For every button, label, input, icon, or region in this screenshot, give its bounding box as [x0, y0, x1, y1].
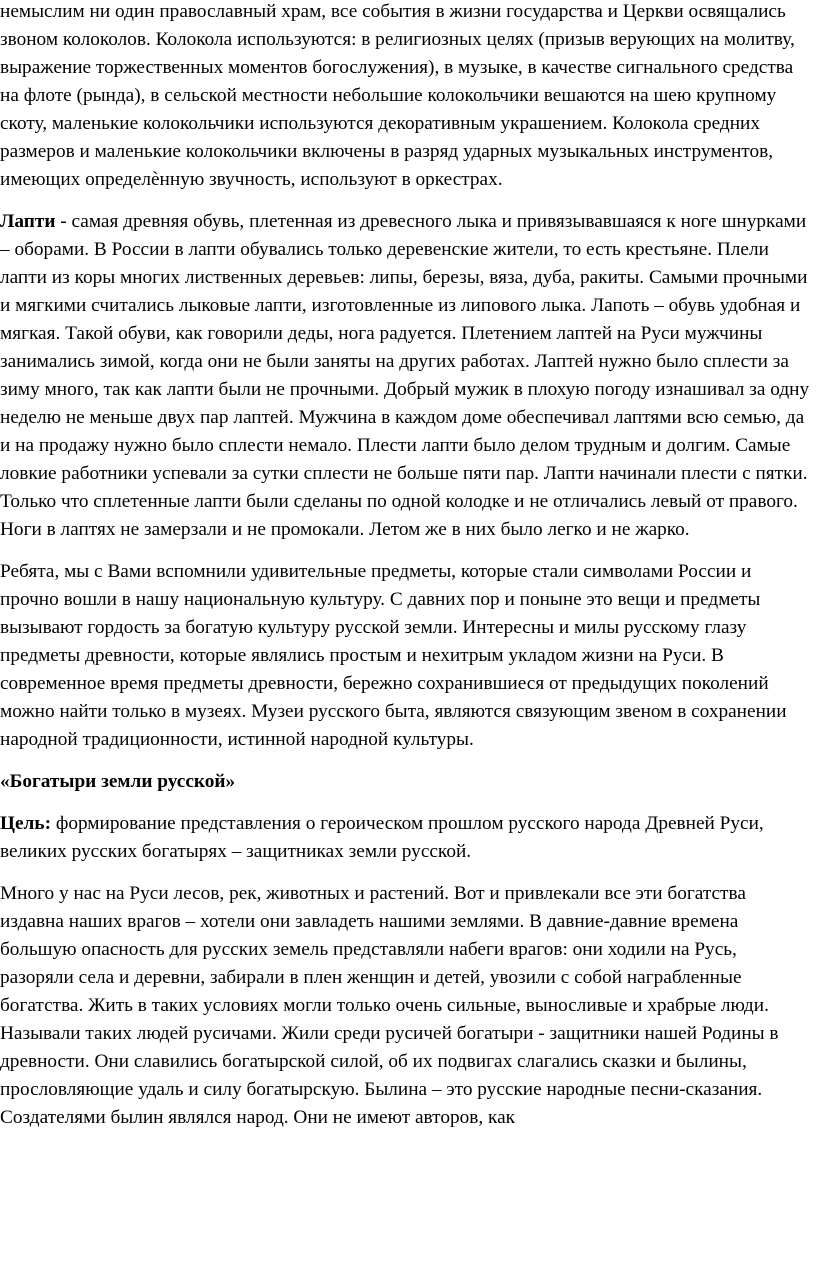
paragraph-bells: немыслим ни один православный храм, все события в жизни государства и Церкви освящались звоном колоколов. Колокола используются: в религиозных целях (призыв верующих на молитву, выражение торжественных моментов богослужения), в музыке, в качестве сигнального средства на флоте (рында), в сельской местности небольшие колокольчики вешаются на шею крупному скоту, маленькие колокольчики используются декоративным украшением. Колокола средних размеров и маленькие колокольчики включены в разряд ударных музыкальных инструментов, имеющих определѐнную звучность, используют в оркестрах. — [0, 1, 795, 190]
goal-label: Цель: — [0, 813, 51, 834]
goal-text: формирование представления о героическом прошлом русского народа Древней Руси, великих русских богатырях – защитниках земли русской. — [0, 813, 764, 862]
paragraph-bogatyri: Много у нас на Руси лесов, рек, животных и растений. Вот и привлекали все эти богатства издавна наших врагов – хотели они завладеть нашими землями. В давние-давние времена большую опасность для русских земель представляли набеги врагов: они ходили на Русь, разоряли села и деревни, забирали в плен женщин и детей, увозили с собой награбленные богатства. Жить в таких условиях могли только очень сильные, выносливые и храбрые люди. Называли таких людей русичами. Жили среди русичей богатыри - защитники нашей Родины в древности. Они славились богатырской силой, об их подвигах слагались сказки и былины, прословляющие удаль и силу богатырскую. Былина – это русские народные песни-сказания. Создателями былин являлся народ. Они не имеют авторов, как — [0, 883, 779, 1128]
term-lapti: Лапти — [0, 211, 56, 232]
paragraph-goal — [0, 810, 812, 866]
paragraph-symbols: Ребята, мы с Вами вспомнили удивительные предметы, которые стали символами России и прочно вошли в нашу национальную культуру. С давних пор и поныне это вещи и предметы вызывают гордость за богатую культуру русской земли. Интересны и милы русскому глазу предметы древности, которые являлись простым и нехитрым укладом жизни на Руси. В современное время предметы древности, бережно сохранившиеся от предыдущих поколений можно найти только в музеях. Музеи русского быта, являются связующим звеном в сохранении народной традиционности, истинной народной культуры. — [0, 561, 787, 750]
paragraph-lapti — [0, 208, 812, 544]
paragraph-lapti-text: - самая древняя обувь, плетенная из древесного лыка и привязывавшаяся к ноге шнурками – оборами. В России в лапти обувались только деревенские жители, то есть крестьяне. Плели лапти из коры многих лиственных деревьев: липы, березы, вяза, дуба, ракиты. Самыми прочными и мягкими считались лыковые лапти, изготовленные из липового лыка. Лапоть – обувь удобная и мягкая. Такой обуви, как говорили деды, нога радуется. Плетением лаптей на Руси мужчины занимались зимой, когда они не были заняты на других работах. Лаптей нужно было сплести за зиму много, так как лапти были не прочными. Добрый мужик в плохую погоду изнашивал за одну неделю не меньше двух пар лаптей. Мужчина в каждом доме обеспечивал лаптями всю семью, да и на продажу нужно было сплести немало. Плести лапти было делом трудным и долгим. Самые ловкие работники успевали за сутки сплести не больше пяти пар. Лапти начинали плести с пятки. Только что сплетенные лапти были сделаны по одной колодке и не отличались левый от правого. Ноги в лаптях не замерзали и не промокали. Летом же в них было легко и не жарко. — [0, 211, 810, 540]
section-heading: «Богатыри земли русской» — [0, 771, 236, 792]
